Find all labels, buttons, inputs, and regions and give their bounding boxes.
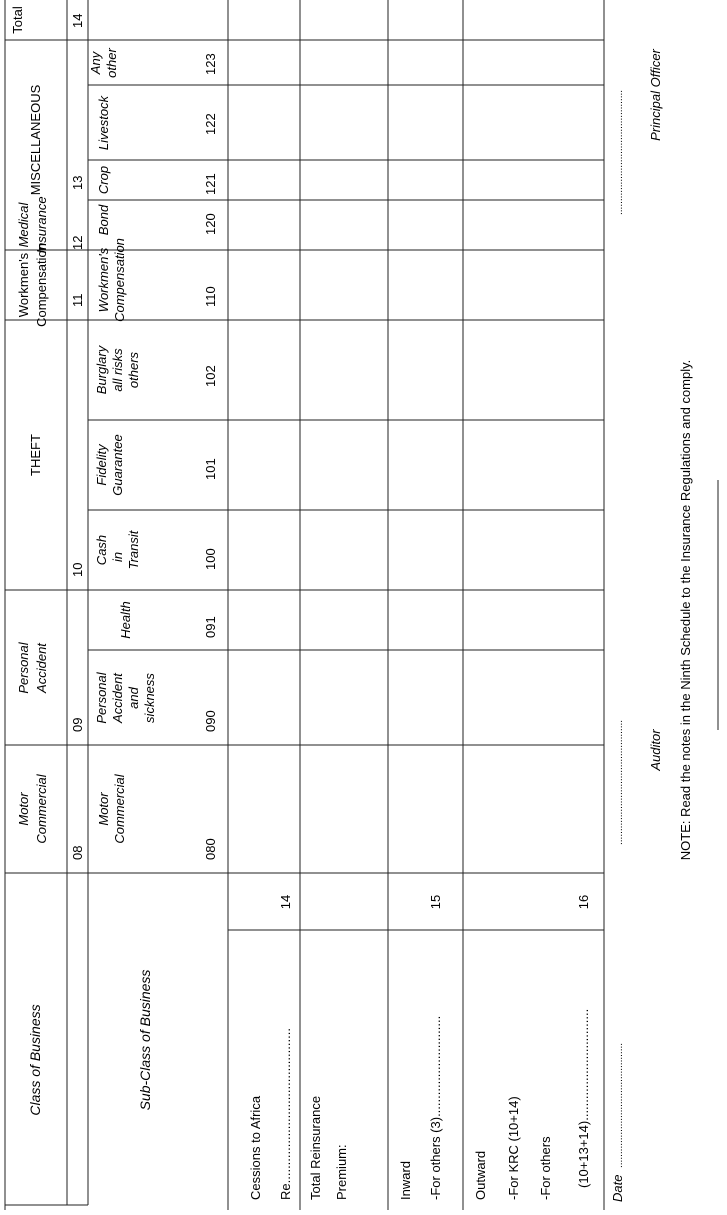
- health-code: 091: [203, 616, 218, 638]
- any-other-code: 123: [203, 53, 218, 75]
- total-column-number: 14: [70, 13, 85, 28]
- any-other-sub-line2: other: [104, 48, 119, 78]
- fidelity-code: 101: [203, 458, 218, 480]
- bond-sub-label: Bond: [96, 204, 111, 236]
- medical-title-line2: Insurance: [34, 196, 49, 254]
- inward-row-number: 15: [428, 894, 443, 910]
- livestock-sub-label: Livestock: [96, 95, 111, 151]
- workmen-column-number: 11: [70, 293, 85, 307]
- pa-sub-line3: and: [126, 687, 141, 709]
- livestock-code: 122: [203, 113, 218, 135]
- outward-for-others-label: -For others: [538, 1136, 553, 1200]
- cash-sub-line1: Cash: [94, 534, 109, 566]
- medical-column-number: 12: [70, 235, 85, 250]
- principal-officer-signature-line: .............................................: [614, 89, 625, 215]
- pa-title-line1: Personal: [16, 642, 31, 694]
- fidelity-sub-line1: Fidelity: [94, 444, 109, 486]
- total-reinsurance-label-line1: Total Reinsurance: [308, 1095, 323, 1200]
- theft-column-number: 10: [70, 562, 85, 577]
- cessions-label-line2: Re...........................................: [278, 1028, 293, 1200]
- burglary-sub-line3: others: [126, 351, 141, 389]
- sub-class-of-business-header: Sub-Class of Business: [137, 969, 153, 1111]
- pa-sub-line2: Accident: [110, 673, 125, 723]
- inward-label: Inward: [398, 1160, 413, 1200]
- auditor-label: Auditor: [648, 729, 663, 771]
- date-label: Date: [610, 1174, 625, 1202]
- auditor-signature-line: .............................................: [614, 719, 625, 845]
- principal-officer-label: Principal Officer: [648, 49, 663, 141]
- table-grid-lines: [5, 0, 604, 1210]
- crop-code: 121: [203, 173, 218, 195]
- workmen-code: 110: [203, 286, 218, 307]
- workmen-title-line2: Compensation: [34, 243, 49, 327]
- outward-for-krc-label: -For KRC (10+14): [506, 1096, 521, 1200]
- workmen-sub-line1: Workmen's: [96, 247, 111, 313]
- regulations-note: NOTE: Read the notes in the Ninth Schedule to the Insurance Regulations and comply.: [678, 359, 693, 861]
- outward-for-others-calc-label: (10+13+14)...............................: [576, 1008, 591, 1188]
- total-reinsurance-label-line2: Premium:: [334, 1144, 349, 1200]
- motor-title-line1: Motor: [16, 792, 31, 826]
- pa-code: 090: [203, 710, 218, 732]
- burglary-sub-line2: all risks: [110, 348, 125, 392]
- workmen-title-line1: Workmen's: [16, 252, 31, 318]
- theft-title: THEFT: [28, 434, 43, 476]
- misc-title: MISCELLANEOUS: [28, 84, 43, 196]
- outward-label: Outward: [473, 1150, 488, 1200]
- cessions-label-line1: Cessions to Africa: [248, 1095, 263, 1200]
- pa-sub-line1: Personal: [94, 672, 109, 724]
- workmen-sub-line2: Compensation: [112, 238, 127, 322]
- motor-code: 080: [203, 838, 218, 860]
- inward-for-others-label: -For others (3)............................: [428, 1015, 443, 1200]
- fidelity-sub-line2: Guarantee: [110, 434, 125, 496]
- cash-code: 100: [203, 548, 218, 570]
- any-other-sub-line1: Any: [88, 51, 103, 75]
- medical-title-line1: Medical: [16, 202, 31, 248]
- crop-sub-label: Crop: [96, 165, 111, 195]
- motor-sub-line2: Commercial: [112, 774, 127, 844]
- bond-code: 120: [203, 213, 218, 235]
- motor-sub-line1: Motor: [96, 792, 111, 826]
- misc-column-number: 13: [70, 175, 85, 190]
- pa-title-line2: Accident: [34, 643, 49, 693]
- motor-column-number: 08: [70, 845, 85, 860]
- cash-sub-line2: in: [110, 551, 125, 562]
- motor-title-line2: Commercial: [34, 774, 49, 844]
- total-header: Total: [10, 6, 25, 34]
- pa-sub-line4: sickness: [142, 673, 157, 723]
- pa-column-number: 09: [70, 717, 85, 732]
- cessions-row-number: 14: [278, 894, 293, 910]
- form-rotated-group: [5, 0, 718, 1210]
- class-of-business-header: Class of Business: [27, 1004, 43, 1116]
- cash-sub-line3: Transit: [126, 530, 141, 570]
- burglary-sub-line1: Burglary: [94, 345, 109, 395]
- outward-row-number: 16: [576, 894, 591, 910]
- health-sub-label: Health: [118, 601, 133, 639]
- date-dotted-line: .............................................: [614, 1042, 625, 1168]
- burglary-code: 102: [203, 365, 218, 387]
